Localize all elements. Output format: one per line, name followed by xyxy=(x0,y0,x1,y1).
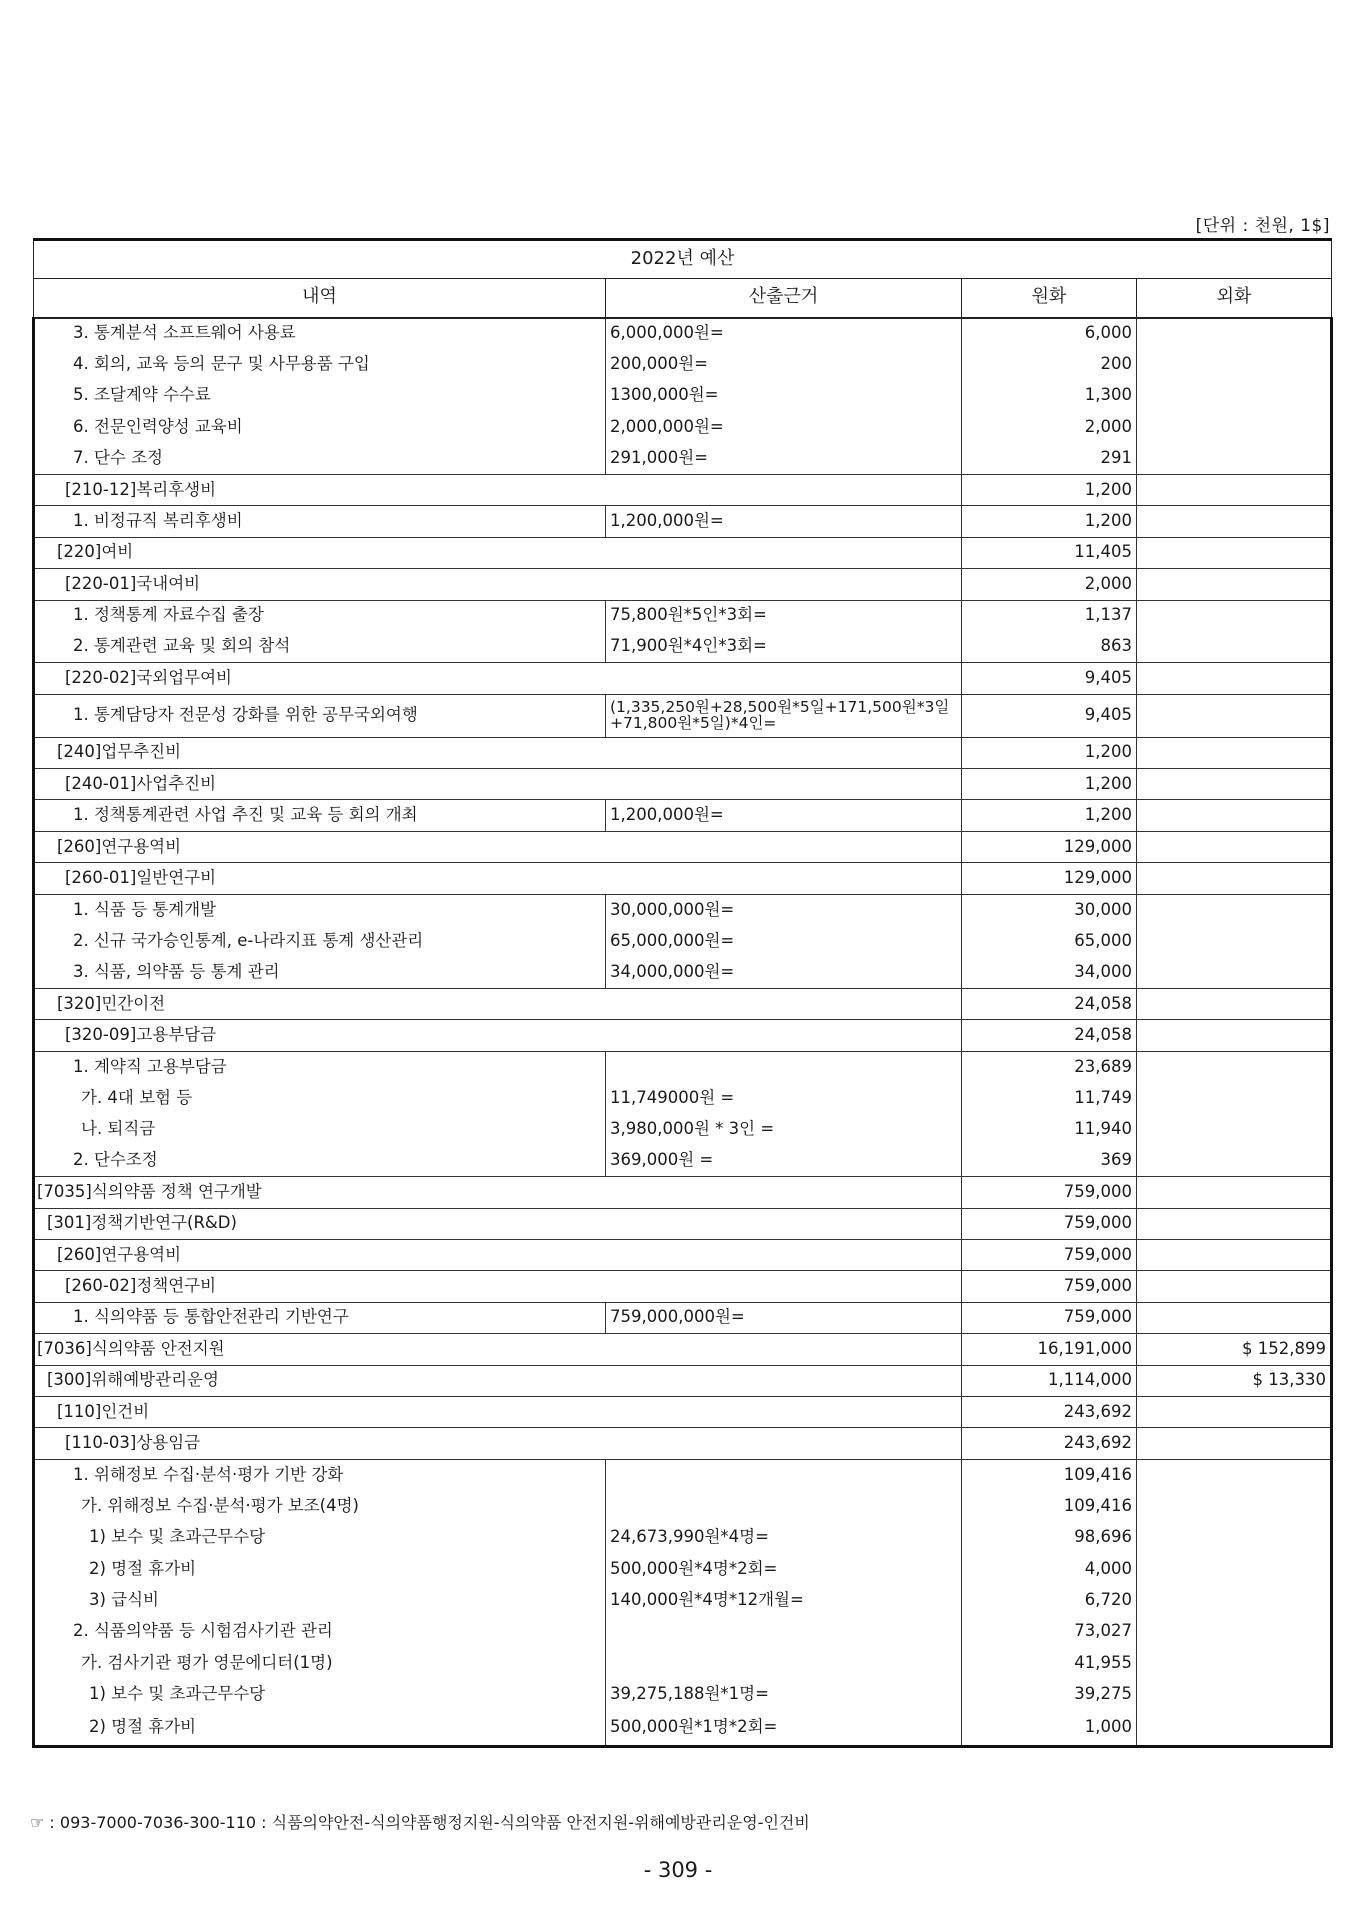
budget-table-body xyxy=(34,318,1332,1747)
row-foreign-amount xyxy=(1137,926,1332,957)
row-calculation-basis: 200,000원= xyxy=(606,349,962,380)
row-foreign-amount xyxy=(1137,349,1332,380)
row-calculation-basis xyxy=(606,1491,962,1522)
header-calculation-basis: 산출근거 xyxy=(606,279,962,318)
row-description: [300]위해예방관리운영 xyxy=(34,1365,962,1396)
row-won-amount: 863 xyxy=(962,631,1137,662)
unit-label: [단위 : 천원, 1$] xyxy=(1195,216,1330,236)
row-description: 1. 정책통계관련 사업 추진 및 교육 등 회의 개최 xyxy=(34,800,606,831)
row-calculation-basis: 39,275,188원*1명= xyxy=(606,1679,962,1710)
row-foreign-amount xyxy=(1137,1428,1332,1459)
table-row xyxy=(34,537,1332,568)
row-won-amount: 1,200 xyxy=(962,769,1137,800)
table-row xyxy=(34,1365,1332,1396)
row-description: [320]민간이전 xyxy=(34,988,962,1019)
row-foreign-amount xyxy=(1137,737,1332,768)
header-won: 원화 xyxy=(962,279,1137,318)
table-row xyxy=(34,1020,1332,1051)
row-foreign-amount: $ 152,899 xyxy=(1137,1334,1332,1365)
row-won-amount: 1,200 xyxy=(962,800,1137,831)
row-description: [7035]식의약품 정책 연구개발 xyxy=(34,1177,962,1208)
row-foreign-amount xyxy=(1137,1177,1332,1208)
table-row xyxy=(34,1522,1332,1553)
row-won-amount: 243,692 xyxy=(962,1396,1137,1427)
table-row xyxy=(34,1648,1332,1679)
row-won-amount: 759,000 xyxy=(962,1302,1137,1333)
row-description: 1) 보수 및 초과근무수당 xyxy=(34,1679,606,1710)
row-description: [220-01]국내여비 xyxy=(34,569,962,600)
table-row xyxy=(34,1679,1332,1710)
row-calculation-basis: (1,335,250원+28,500원*5일+171,500원*3일+71,800원*5일)*4인= xyxy=(606,694,962,737)
row-foreign-amount xyxy=(1137,1616,1332,1647)
row-won-amount: 24,058 xyxy=(962,988,1137,1019)
row-foreign-amount xyxy=(1137,1710,1332,1746)
row-won-amount: 1,137 xyxy=(962,600,1137,631)
row-foreign-amount xyxy=(1137,631,1332,662)
row-description: 가. 검사기관 평가 영문에디터(1명) xyxy=(34,1648,606,1679)
row-foreign-amount xyxy=(1137,1491,1332,1522)
row-won-amount: 759,000 xyxy=(962,1239,1137,1270)
table-row xyxy=(34,769,1332,800)
table-row xyxy=(34,1208,1332,1239)
row-foreign-amount xyxy=(1137,1648,1332,1679)
row-won-amount: 9,405 xyxy=(962,663,1137,694)
row-description: [301]정책기반연구(R&D) xyxy=(34,1208,962,1239)
row-won-amount: 4,000 xyxy=(962,1553,1137,1584)
table-row xyxy=(34,1616,1332,1647)
table-row xyxy=(34,894,1332,925)
table-row xyxy=(34,1177,1332,1208)
table-row xyxy=(34,474,1332,505)
budget-table xyxy=(32,238,1333,1748)
row-won-amount: 6,720 xyxy=(962,1585,1137,1616)
row-calculation-basis: 291,000원= xyxy=(606,443,962,474)
row-foreign-amount xyxy=(1137,800,1332,831)
row-foreign-amount xyxy=(1137,1051,1332,1082)
row-foreign-amount xyxy=(1137,474,1332,505)
row-won-amount: 24,058 xyxy=(962,1020,1137,1051)
table-row xyxy=(34,506,1332,537)
row-won-amount: 30,000 xyxy=(962,894,1137,925)
row-foreign-amount xyxy=(1137,1553,1332,1584)
table-row xyxy=(34,988,1332,1019)
row-description: 4. 회의, 교육 등의 문구 및 사무용품 구입 xyxy=(34,349,606,380)
row-foreign-amount xyxy=(1137,1679,1332,1710)
row-won-amount: 109,416 xyxy=(962,1459,1137,1490)
row-description: [260]연구용역비 xyxy=(34,831,962,862)
row-calculation-basis: 75,800원*5인*3회= xyxy=(606,600,962,631)
row-foreign-amount xyxy=(1137,663,1332,694)
row-foreign-amount: $ 13,330 xyxy=(1137,1365,1332,1396)
row-calculation-basis: 759,000,000원= xyxy=(606,1302,962,1333)
table-row xyxy=(34,1459,1332,1490)
row-won-amount: 1,300 xyxy=(962,380,1137,411)
table-row xyxy=(34,1334,1332,1365)
row-description: [320-09]고용부담금 xyxy=(34,1020,962,1051)
row-foreign-amount xyxy=(1137,600,1332,631)
row-foreign-amount xyxy=(1137,694,1332,737)
row-description: 1. 식의약품 등 통합안전관리 기반연구 xyxy=(34,1302,606,1333)
table-row xyxy=(34,1145,1332,1176)
row-description: 가. 위해정보 수집·분석·평가 보조(4명) xyxy=(34,1491,606,1522)
row-foreign-amount xyxy=(1137,1208,1332,1239)
row-description: [260]연구용역비 xyxy=(34,1239,962,1270)
row-description: 2. 단수조정 xyxy=(34,1145,606,1176)
row-won-amount: 34,000 xyxy=(962,957,1137,988)
row-won-amount: 11,749 xyxy=(962,1082,1137,1113)
row-calculation-basis: 71,900원*4인*3회= xyxy=(606,631,962,662)
row-won-amount: 291 xyxy=(962,443,1137,474)
row-foreign-amount xyxy=(1137,769,1332,800)
header-description: 내역 xyxy=(34,279,606,318)
row-calculation-basis: 34,000,000원= xyxy=(606,957,962,988)
table-row xyxy=(34,1271,1332,1302)
row-calculation-basis: 140,000원*4명*12개월= xyxy=(606,1585,962,1616)
row-foreign-amount xyxy=(1137,1114,1332,1145)
row-won-amount: 23,689 xyxy=(962,1051,1137,1082)
row-won-amount: 2,000 xyxy=(962,412,1137,443)
table-row xyxy=(34,1585,1332,1616)
row-calculation-basis: 1300,000원= xyxy=(606,380,962,411)
row-calculation-basis: 6,000,000원= xyxy=(606,318,962,349)
row-won-amount: 39,275 xyxy=(962,1679,1137,1710)
row-calculation-basis: 1,200,000원= xyxy=(606,800,962,831)
row-description: 3. 식품, 의약품 등 통계 관리 xyxy=(34,957,606,988)
header-foreign-currency: 외화 xyxy=(1137,279,1332,318)
row-won-amount: 6,000 xyxy=(962,318,1137,349)
row-won-amount: 16,191,000 xyxy=(962,1334,1137,1365)
row-won-amount: 129,000 xyxy=(962,863,1137,894)
table-row xyxy=(34,631,1332,662)
row-calculation-basis: 24,673,990원*4명= xyxy=(606,1522,962,1553)
row-description: [240]업무추진비 xyxy=(34,737,962,768)
row-foreign-amount xyxy=(1137,1082,1332,1113)
row-calculation-basis: 1,200,000원= xyxy=(606,506,962,537)
row-won-amount: 759,000 xyxy=(962,1271,1137,1302)
row-won-amount: 200 xyxy=(962,349,1137,380)
row-won-amount: 109,416 xyxy=(962,1491,1137,1522)
row-foreign-amount xyxy=(1137,412,1332,443)
row-won-amount: 41,955 xyxy=(962,1648,1137,1679)
row-calculation-basis: 65,000,000원= xyxy=(606,926,962,957)
row-foreign-amount xyxy=(1137,506,1332,537)
row-foreign-amount xyxy=(1137,1239,1332,1270)
table-row xyxy=(34,318,1332,349)
row-won-amount: 9,405 xyxy=(962,694,1137,737)
row-foreign-amount xyxy=(1137,1459,1332,1490)
row-calculation-basis xyxy=(606,1616,962,1647)
row-calculation-basis: 500,000원*1명*2회= xyxy=(606,1710,962,1746)
row-description: [240-01]사업추진비 xyxy=(34,769,962,800)
row-description: [220]여비 xyxy=(34,537,962,568)
row-foreign-amount xyxy=(1137,1271,1332,1302)
table-row xyxy=(34,1710,1332,1746)
table-row xyxy=(34,863,1332,894)
row-foreign-amount xyxy=(1137,1396,1332,1427)
row-foreign-amount xyxy=(1137,380,1332,411)
row-description: [110-03]상용임금 xyxy=(34,1428,962,1459)
table-row xyxy=(34,1428,1332,1459)
row-foreign-amount xyxy=(1137,831,1332,862)
page-number: - 309 - xyxy=(643,1858,713,1882)
table-row xyxy=(34,600,1332,631)
row-calculation-basis xyxy=(606,1459,962,1490)
row-description: 2) 명절 휴가비 xyxy=(34,1553,606,1584)
row-calculation-basis: 2,000,000원= xyxy=(606,412,962,443)
table-row xyxy=(34,569,1332,600)
row-won-amount: 1,000 xyxy=(962,1710,1137,1746)
table-row xyxy=(34,1114,1332,1145)
row-description: [220-02]국외업무여비 xyxy=(34,663,962,694)
row-foreign-amount xyxy=(1137,1585,1332,1616)
table-row xyxy=(34,1302,1332,1333)
row-foreign-amount xyxy=(1137,537,1332,568)
row-won-amount: 369 xyxy=(962,1145,1137,1176)
row-description: [260-02]정책연구비 xyxy=(34,1271,962,1302)
table-row xyxy=(34,1396,1332,1427)
row-foreign-amount xyxy=(1137,1145,1332,1176)
row-won-amount: 759,000 xyxy=(962,1208,1137,1239)
row-foreign-amount xyxy=(1137,863,1332,894)
row-description: 가. 4대 보험 등 xyxy=(34,1082,606,1113)
row-description: 2. 통계관련 교육 및 회의 참석 xyxy=(34,631,606,662)
table-row xyxy=(34,663,1332,694)
row-won-amount: 73,027 xyxy=(962,1616,1137,1647)
row-description: 6. 전문인력양성 교육비 xyxy=(34,412,606,443)
row-calculation-basis: 11,749000원 = xyxy=(606,1082,962,1113)
row-foreign-amount xyxy=(1137,957,1332,988)
row-description: [260-01]일반연구비 xyxy=(34,863,962,894)
row-description: 1. 식품 등 통계개발 xyxy=(34,894,606,925)
table-row xyxy=(34,1082,1332,1113)
row-calculation-basis: 30,000,000원= xyxy=(606,894,962,925)
row-foreign-amount xyxy=(1137,318,1332,349)
row-description: 나. 퇴직금 xyxy=(34,1114,606,1145)
row-description: [110]인건비 xyxy=(34,1396,962,1427)
row-description: 1. 계약직 고용부담금 xyxy=(34,1051,606,1082)
table-row xyxy=(34,1239,1332,1270)
row-won-amount: 98,696 xyxy=(962,1522,1137,1553)
row-won-amount: 129,000 xyxy=(962,831,1137,862)
table-row xyxy=(34,831,1332,862)
row-description: 1) 보수 및 초과근무수당 xyxy=(34,1522,606,1553)
row-calculation-basis: 369,000원 = xyxy=(606,1145,962,1176)
table-row xyxy=(34,737,1332,768)
table-row xyxy=(34,800,1332,831)
row-won-amount: 1,200 xyxy=(962,474,1137,505)
row-description: 1. 통계담당자 전문성 강화를 위한 공무국외여행 xyxy=(34,694,606,737)
row-description: 2. 식품의약품 등 시험검사기관 관리 xyxy=(34,1616,606,1647)
row-description: 1. 정책통계 자료수집 출장 xyxy=(34,600,606,631)
table-row xyxy=(34,412,1332,443)
table-row xyxy=(34,694,1332,737)
row-won-amount: 759,000 xyxy=(962,1177,1137,1208)
row-foreign-amount xyxy=(1137,894,1332,925)
row-description: 5. 조달계약 수수료 xyxy=(34,380,606,411)
row-description: 2) 명절 휴가비 xyxy=(34,1710,606,1746)
row-calculation-basis: 3,980,000원 * 3인 = xyxy=(606,1114,962,1145)
row-calculation-basis: 500,000원*4명*2회= xyxy=(606,1553,962,1584)
row-won-amount: 2,000 xyxy=(962,569,1137,600)
row-won-amount: 243,692 xyxy=(962,1428,1137,1459)
row-foreign-amount xyxy=(1137,988,1332,1019)
row-description: 7. 단수 조정 xyxy=(34,443,606,474)
row-won-amount: 1,200 xyxy=(962,506,1137,537)
row-foreign-amount xyxy=(1137,569,1332,600)
table-row xyxy=(34,1491,1332,1522)
row-description: 1. 위해정보 수집·분석·평가 기반 강화 xyxy=(34,1459,606,1490)
row-calculation-basis xyxy=(606,1051,962,1082)
row-foreign-amount xyxy=(1137,443,1332,474)
row-won-amount: 11,940 xyxy=(962,1114,1137,1145)
row-description: [210-12]복리후생비 xyxy=(34,474,962,505)
table-row xyxy=(34,443,1332,474)
table-title: 2022년 예산 xyxy=(34,240,1332,279)
row-foreign-amount xyxy=(1137,1522,1332,1553)
row-description: 3. 통계분석 소프트웨어 사용료 xyxy=(34,318,606,349)
footnote: ☞ : 093-7000-7036-300-110 : 식품의약안전-식의약품행정지원-식의약품 안전지원-위해예방관리운영-인건비 xyxy=(30,1813,810,1832)
row-foreign-amount xyxy=(1137,1302,1332,1333)
row-won-amount: 65,000 xyxy=(962,926,1137,957)
table-row xyxy=(34,957,1332,988)
row-description: 3) 급식비 xyxy=(34,1585,606,1616)
row-won-amount: 11,405 xyxy=(962,537,1137,568)
table-row xyxy=(34,926,1332,957)
row-calculation-basis xyxy=(606,1648,962,1679)
row-foreign-amount xyxy=(1137,1020,1332,1051)
row-won-amount: 1,200 xyxy=(962,737,1137,768)
row-description: 1. 비정규직 복리후생비 xyxy=(34,506,606,537)
row-description: [7036]식의약품 안전지원 xyxy=(34,1334,962,1365)
row-description: 2. 신규 국가승인통계, e-나라지표 통계 생산관리 xyxy=(34,926,606,957)
table-row xyxy=(34,1051,1332,1082)
table-row xyxy=(34,380,1332,411)
row-won-amount: 1,114,000 xyxy=(962,1365,1137,1396)
table-row xyxy=(34,349,1332,380)
table-row xyxy=(34,1553,1332,1584)
